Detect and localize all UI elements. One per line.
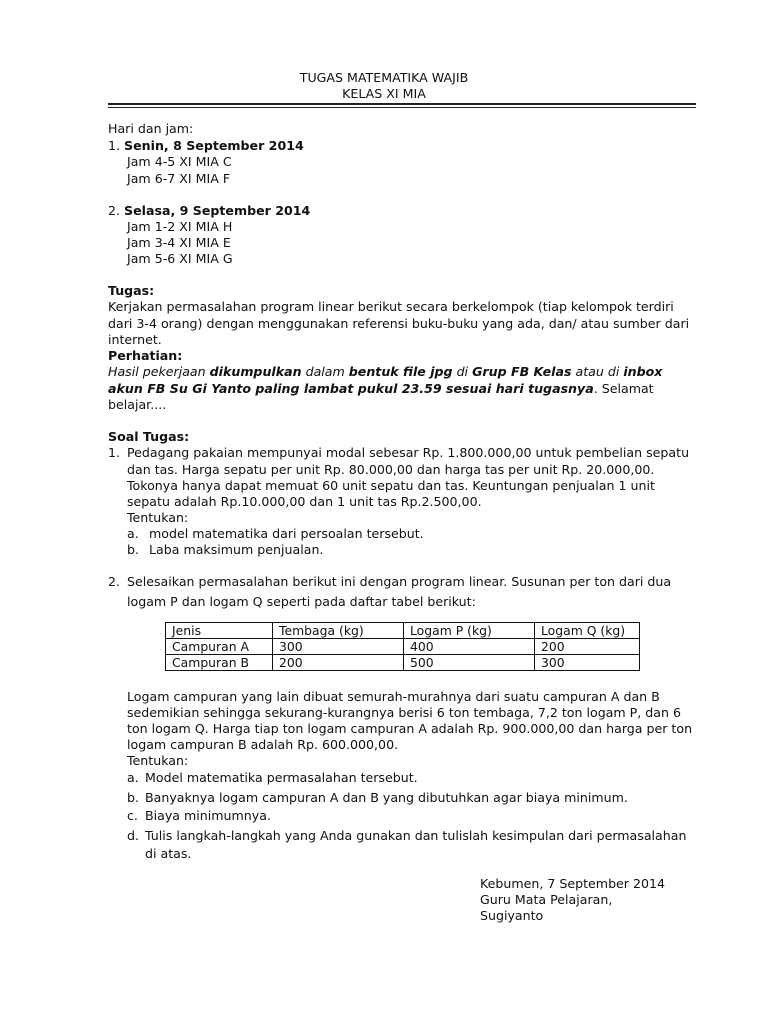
perhatian-text: di — [452, 364, 473, 379]
header-rule-thin — [108, 107, 696, 108]
session-item: Jam 3-4 XI MIA E — [127, 235, 231, 250]
soal-heading: Soal Tugas: — [108, 429, 190, 444]
sub-item — [127, 808, 271, 825]
sub-item — [127, 526, 424, 543]
sub-item — [127, 770, 418, 787]
day-number: 2. — [108, 203, 121, 218]
question-line: Selesaikan permasalahan berikut ini dengan program linear. Susunan per ton dari dua — [127, 574, 672, 589]
day-number: 1. — [108, 138, 121, 153]
sub-item-continuation: di atas. — [145, 846, 192, 861]
sub-item — [127, 790, 628, 807]
perhatian-text: . Selamat — [593, 381, 654, 396]
perhatian-text: atau di — [571, 364, 624, 379]
sub-item-text: Biaya minimumnya. — [145, 808, 271, 823]
table-header-cell: Tembaga (kg) — [273, 623, 404, 639]
table-cell: 500 — [404, 655, 535, 671]
signature-name: Sugiyanto — [480, 908, 544, 923]
sub-item-label: a. — [127, 770, 139, 785]
session-item: Jam 1-2 XI MIA H — [127, 219, 233, 234]
question-number: 1. — [108, 445, 121, 460]
schedule-day-2 — [108, 203, 310, 220]
sub-item-text: model matematika dari persoalan tersebut. — [149, 526, 424, 541]
header-rule-thick — [108, 103, 696, 105]
session-item: Jam 4-5 XI MIA C — [127, 154, 232, 169]
schedule-intro: Hari dan jam: — [108, 121, 194, 136]
perhatian-emphasis: Grup FB Kelas — [472, 364, 572, 379]
perhatian-line-1 — [108, 364, 662, 381]
sub-item-label: b. — [127, 542, 139, 557]
question-line: logam P dan logam Q seperti pada daftar tabel berikut: — [127, 594, 476, 609]
sub-item-label: a. — [127, 526, 139, 541]
perhatian-emphasis: akun FB Su Gi Yanto paling lambat pukul 23.59 sesuai hari tugasnya — [108, 381, 594, 396]
tugas-line: Kerjakan permasalahan program linear berikut secara berkelompok (tiap kelompok terdiri — [108, 299, 674, 314]
table-header-cell: Logam Q (kg) — [535, 623, 640, 639]
perhatian-line-2 — [108, 381, 654, 398]
perhatian-emphasis: dikumpulkan — [209, 364, 302, 379]
tentukan-label: Tentukan: — [127, 753, 189, 768]
table-cell: 200 — [535, 639, 640, 655]
tugas-line: internet. — [108, 332, 162, 347]
table-row — [166, 639, 640, 655]
session-item: Jam 5-6 XI MIA G — [127, 251, 233, 266]
question-line: Pedagang pakaian mempunyai modal sebesar Rp. 1.800.000,00 untuk pembelian sepatu — [127, 445, 690, 460]
sub-item-text: Tulis langkah-langkah yang Anda gunakan dan tulislah kesimpulan dari permasalahan — [145, 828, 687, 843]
session-item: Jam 6-7 XI MIA F — [127, 171, 231, 186]
question-paragraph-line: logam campuran B adalah Rp. 600.000,00. — [127, 737, 399, 752]
tugas-heading: Tugas: — [108, 283, 155, 298]
day-name: Senin, 8 September 2014 — [124, 138, 304, 153]
table-header-cell: Logam P (kg) — [404, 623, 535, 639]
sub-item — [127, 542, 324, 559]
question-number: 2. — [108, 574, 121, 589]
sub-item-text: Banyaknya logam campuran A dan B yang dibutuhkan agar biaya minimum. — [145, 790, 628, 805]
table-header-cell: Jenis — [166, 623, 273, 639]
question-line: dan tas. Harga sepatu per unit Rp. 80.000,00 dan harga tas per unit Rp. 20.000,00. — [127, 462, 655, 477]
table-header-row — [166, 623, 640, 639]
signature-role: Guru Mata Pelajaran, — [480, 892, 613, 907]
composition-table — [165, 622, 640, 671]
day-name: Selasa, 9 September 2014 — [124, 203, 311, 218]
schedule-day-1 — [108, 138, 304, 155]
tentukan-label: Tentukan: — [127, 510, 189, 525]
perhatian-emphasis: inbox — [623, 364, 663, 379]
table-cell: 400 — [404, 639, 535, 655]
sub-item-label: c. — [127, 808, 138, 823]
perhatian-text: dalam — [301, 364, 349, 379]
document-subtitle: KELAS XI MIA — [342, 86, 426, 101]
sub-item-text: Laba maksimum penjualan. — [149, 542, 324, 557]
table-row — [166, 655, 640, 671]
sub-item-text: Model matematika permasalahan tersebut. — [145, 770, 418, 785]
perhatian-heading: Perhatian: — [108, 348, 183, 363]
question-paragraph-line: sedemikian sehingga sekurang-kurangnya berisi 6 ton tembaga, 7,2 ton logam P, dan 6 — [127, 705, 681, 720]
question-line: Tokonya hanya dapat memuat 60 unit sepatu dan tas. Keuntungan penjualan 1 unit — [127, 478, 655, 493]
table-cell: 300 — [273, 639, 404, 655]
table-cell: Campuran B — [166, 655, 273, 671]
sub-item — [127, 828, 687, 845]
tugas-line: dari 3-4 orang) dengan menggunakan referensi buku-buku yang ada, dan/ atau sumber dari — [108, 316, 690, 331]
table-cell: Campuran A — [166, 639, 273, 655]
question-line: sepatu adalah Rp.10.000,00 dan 1 unit tas Rp.2.500,00. — [127, 494, 482, 509]
perhatian-emphasis: bentuk file jpg — [348, 364, 453, 379]
perhatian-text: Hasil pekerjaan — [108, 364, 210, 379]
sub-item-label: b. — [127, 790, 139, 805]
question-paragraph-line: ton logam Q. Harga tiap ton logam campuran A adalah Rp. 900.000,00 dan harga per ton — [127, 721, 693, 736]
signature-place-date: Kebumen, 7 September 2014 — [480, 876, 666, 891]
question-paragraph-line: Logam campuran yang lain dibuat semurah-murahnya dari suatu campuran A dan B — [127, 689, 660, 704]
table-cell: 300 — [535, 655, 640, 671]
sub-item-label: d. — [127, 828, 139, 843]
perhatian-line-3: belajar.... — [108, 397, 167, 412]
document-title: TUGAS MATEMATIKA WAJIB — [299, 70, 469, 85]
table-cell: 200 — [273, 655, 404, 671]
